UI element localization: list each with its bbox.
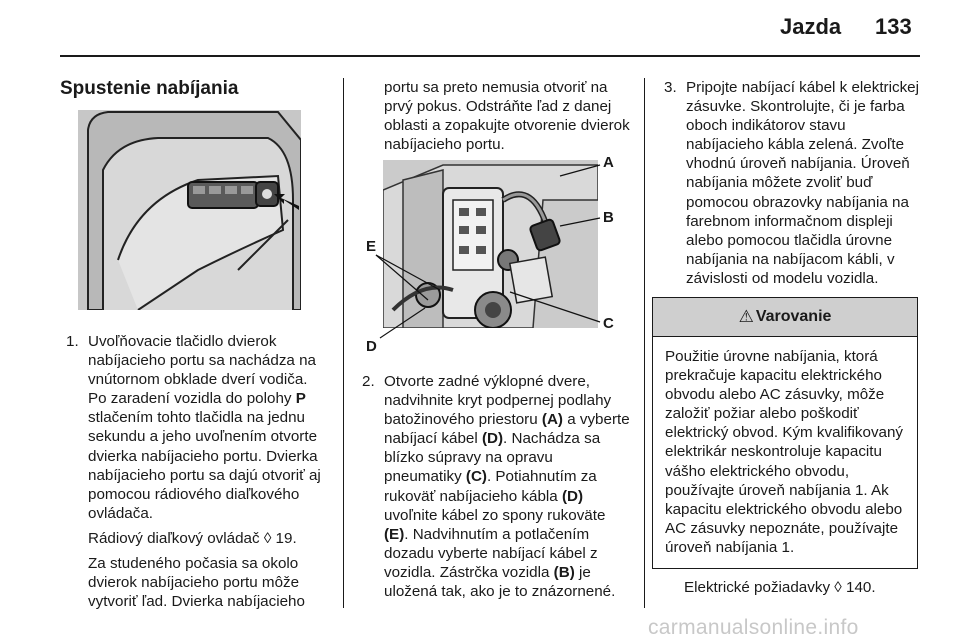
step-1-bold-p: P: [295, 390, 306, 408]
step-2-text-3: . Nachádza sa blízko súpravy na opravu pneumatiky: [384, 430, 601, 486]
continued-paragraph: portu sa preto nemusia otvoriť na prvý pokus. Odstráňte ľad z danej oblasti a zopakujte otvorenie dvierok nabíjacieho portu.: [384, 79, 630, 154]
callout-label-e: E: [366, 238, 377, 255]
step-2-bold-a: (A): [541, 411, 563, 429]
step-1-text-b: stlačením tohto tlačidla na jednu sekundu a jeho uvoľnením otvorte dvierka nabíjacieho portu. Dvierka nabíjacieho portu sa dajú otvoriť aj pomocou rádiového diaľkového ovládača.: [88, 409, 321, 522]
running-header-title: Jazda: [780, 14, 842, 39]
callout-label-d: D: [366, 338, 377, 355]
warning-triangle-icon: ⚠: [738, 307, 754, 326]
step-2-bold-d: (D): [481, 430, 504, 448]
step-2-bold-d-2: (D): [561, 487, 584, 505]
callout-label-a: A: [603, 154, 614, 171]
step-3-number: 3.: [664, 79, 677, 96]
step-2-text-6: . Nadvihnutím a potlačením dozadu vyberte nabíjací kábel z vozidla. Zástrčka vozidla: [384, 525, 598, 581]
step-3: [664, 78, 922, 288]
callout-label-b: B: [603, 209, 614, 226]
electrical-reference-text: Elektrické požiadavky: [684, 579, 835, 596]
page-number: 133: [875, 14, 912, 39]
warning-box: [652, 297, 918, 569]
step-2-text-2: a vyberte nabíjací kábel: [384, 411, 630, 448]
page-reference-icon: ◊: [834, 579, 842, 596]
electrical-reference-page: 140.: [841, 579, 876, 596]
warning-title: Varovanie: [755, 308, 832, 325]
step-1-number: 1.: [66, 333, 79, 350]
step-2-text-7: je uložená tak, ako je to znázornené.: [384, 563, 616, 601]
step-1-text-a: Uvoľňovacie tlačidlo dvierok nabíjacieho portu sa nachádza na vnútornom obklade dverí vodiča. Po zaradení vozidla do polohy: [88, 333, 316, 408]
warning-body: Použitie úrovne nabíjania, ktorá prekračuje kapacitu elektrického obvodu alebo AC zásuvky, môže založiť požiar alebo poškodiť elektrický obvod. Kým kvalifikovaný elektrikár neskontroluje kapacitu vášho elektrického obvodu, používajte úroveň nabíjania 1. Ak kapacitu elektrického obvodu alebo AC zásuvky nepoznáte, používajte úroveň nabíjania 1.: [665, 348, 904, 556]
step-2-bold-b: (B): [553, 563, 575, 581]
remote-reference-page: 19.: [271, 529, 297, 547]
warning-header: [653, 298, 917, 337]
page-reference-icon: ◊: [263, 529, 272, 547]
step-2-text-4: . Potiahnutím za rukoväť nabíjacieho kábla: [384, 468, 597, 505]
step-2-text-1: Otvorte zadné výklopné dvere, nadvihnite kryt podpernej podlahy batožinového priestoru: [384, 373, 612, 429]
callout-label-c: C: [603, 315, 614, 332]
column-2-text: [362, 372, 630, 601]
step-2-bold-e: (E): [384, 525, 405, 543]
step-2-text-5: uvoľnite kábel zo spony rukoväte: [384, 506, 606, 524]
electrical-reference[interactable]: [684, 578, 924, 597]
column-3-text: [664, 78, 922, 288]
step-3-text: Pripojte nabíjací kábel k elektrickej zásuvke. Skontrolujte, či je farba oboch indikátorov stavu nabíjacieho kábla zelená. Zvoľte vhodnú úroveň nabíjania. Úroveň nabíjania môžete zvoliť buď pomocou obrazovky nabíjania na farebnom informačnom displeji alebo pomocou tlačidla úrovne nabíjania na nabíjacom kábli, v závislosti od modelu vozidla.: [686, 79, 919, 287]
watermark: carmanualsonline.info: [648, 616, 859, 639]
remote-reference-text: Rádiový diaľkový ovládač: [88, 529, 264, 547]
cold-weather-note: Za studeného počasia sa okolo dvierok nabíjacieho portu môže vytvoriť ľad. Dvierka nabíjacieho: [88, 555, 305, 611]
step-2-bold-c: (C): [465, 468, 487, 486]
step-2-number: 2.: [362, 373, 375, 390]
section-title: Spustenie nabíjania: [60, 78, 239, 99]
step-2: [362, 372, 630, 601]
